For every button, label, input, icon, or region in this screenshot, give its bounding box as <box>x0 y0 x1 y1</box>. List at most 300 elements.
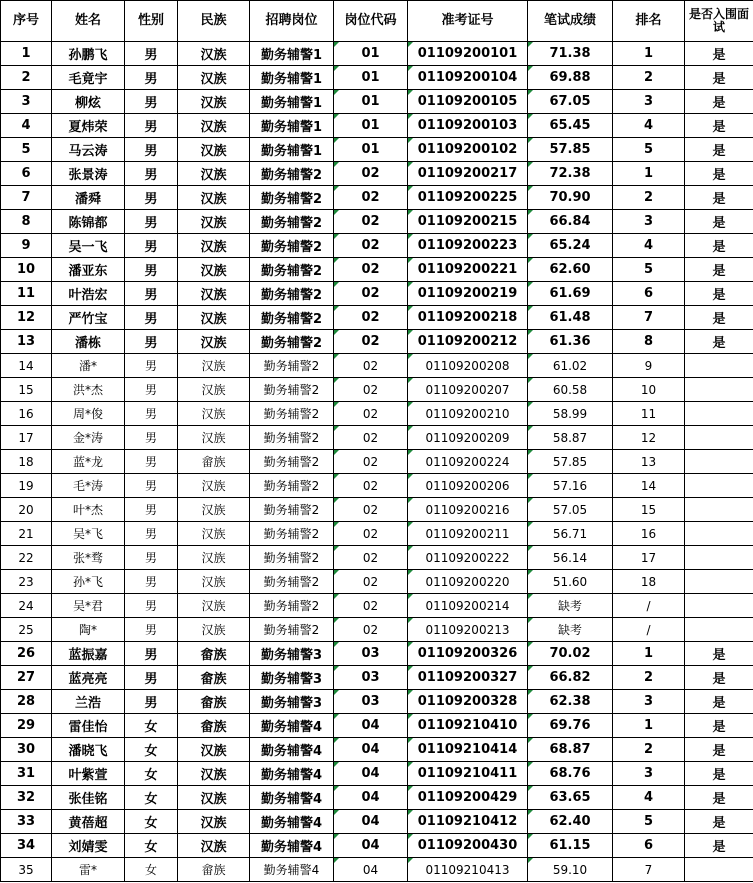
cell-exam-id: 01109200209 <box>408 426 528 450</box>
cell-ethnicity: 汉族 <box>178 66 250 90</box>
cell-position: 勤务辅警2 <box>250 594 334 618</box>
cell-score: 62.60 <box>528 258 613 282</box>
cell-score: 70.02 <box>528 642 613 666</box>
cell-gender: 男 <box>125 426 178 450</box>
cell-seq: 27 <box>1 666 52 690</box>
header-cell-score: 笔试成绩 <box>528 1 613 42</box>
cell-seq: 5 <box>1 138 52 162</box>
cell-exam-id: 01109200103 <box>408 114 528 138</box>
cell-score: 59.10 <box>528 858 613 882</box>
table-body <box>1 42 753 882</box>
cell-gender: 男 <box>125 570 178 594</box>
cell-exam-id: 01109200212 <box>408 330 528 354</box>
table-row <box>1 306 753 330</box>
cell-position-code: 02 <box>334 378 408 402</box>
cell-position-code: 03 <box>334 666 408 690</box>
cell-score: 57.85 <box>528 138 613 162</box>
cell-ethnicity: 汉族 <box>178 594 250 618</box>
cell-position: 勤务辅警4 <box>250 738 334 762</box>
cell-rank: 17 <box>613 546 685 570</box>
cell-interview: 是 <box>685 834 753 858</box>
cell-seq: 10 <box>1 258 52 282</box>
cell-ethnicity: 汉族 <box>178 786 250 810</box>
cell-position: 勤务辅警2 <box>250 234 334 258</box>
cell-name: 张佳铭 <box>52 786 125 810</box>
cell-seq: 1 <box>1 42 52 66</box>
cell-rank: 2 <box>613 738 685 762</box>
table-row <box>1 402 753 426</box>
cell-gender: 男 <box>125 90 178 114</box>
cell-position: 勤务辅警4 <box>250 834 334 858</box>
cell-position: 勤务辅警2 <box>250 354 334 378</box>
cell-rank: 12 <box>613 426 685 450</box>
cell-position-code: 01 <box>334 114 408 138</box>
cell-position: 勤务辅警1 <box>250 66 334 90</box>
cell-gender: 男 <box>125 594 178 618</box>
cell-interview <box>685 498 753 522</box>
cell-rank: 3 <box>613 210 685 234</box>
cell-interview: 是 <box>685 66 753 90</box>
cell-score: 缺考 <box>528 618 613 642</box>
cell-position-code: 02 <box>334 282 408 306</box>
cell-gender: 女 <box>125 834 178 858</box>
cell-score: 70.90 <box>528 186 613 210</box>
cell-score: 66.84 <box>528 210 613 234</box>
cell-seq: 26 <box>1 642 52 666</box>
cell-score: 68.76 <box>528 762 613 786</box>
cell-score: 63.65 <box>528 786 613 810</box>
cell-gender: 男 <box>125 282 178 306</box>
cell-position: 勤务辅警4 <box>250 714 334 738</box>
cell-exam-id: 01109200104 <box>408 66 528 90</box>
cell-rank: 15 <box>613 498 685 522</box>
cell-name: 张景涛 <box>52 162 125 186</box>
header-cell-exam-id: 准考证号 <box>408 1 528 42</box>
cell-position-code: 02 <box>334 546 408 570</box>
cell-name: 孙鹏飞 <box>52 42 125 66</box>
cell-rank: 10 <box>613 378 685 402</box>
table-row <box>1 114 753 138</box>
cell-score: 71.38 <box>528 42 613 66</box>
table-row <box>1 642 753 666</box>
cell-position-code: 02 <box>334 594 408 618</box>
cell-rank: 4 <box>613 114 685 138</box>
cell-interview: 是 <box>685 738 753 762</box>
cell-gender: 男 <box>125 330 178 354</box>
cell-exam-id: 01109200206 <box>408 474 528 498</box>
cell-position: 勤务辅警2 <box>250 306 334 330</box>
cell-ethnicity: 汉族 <box>178 282 250 306</box>
cell-name: 刘婧雯 <box>52 834 125 858</box>
cell-seq: 6 <box>1 162 52 186</box>
header-cell-interview: 是否入围面试 <box>685 1 753 42</box>
table-row <box>1 450 753 474</box>
cell-name: 叶*杰 <box>52 498 125 522</box>
cell-position-code: 02 <box>334 258 408 282</box>
cell-exam-id: 01109200326 <box>408 642 528 666</box>
cell-position: 勤务辅警1 <box>250 90 334 114</box>
cell-exam-id: 01109200327 <box>408 666 528 690</box>
cell-ethnicity: 汉族 <box>178 114 250 138</box>
cell-position: 勤务辅警2 <box>250 498 334 522</box>
cell-name: 兰浩 <box>52 690 125 714</box>
cell-position: 勤务辅警2 <box>250 186 334 210</box>
cell-rank: 13 <box>613 450 685 474</box>
cell-interview <box>685 594 753 618</box>
table-row <box>1 738 753 762</box>
cell-gender: 男 <box>125 114 178 138</box>
cell-interview <box>685 378 753 402</box>
table-row <box>1 330 753 354</box>
cell-score: 57.05 <box>528 498 613 522</box>
cell-score: 69.88 <box>528 66 613 90</box>
cell-score: 51.60 <box>528 570 613 594</box>
cell-ethnicity: 汉族 <box>178 90 250 114</box>
cell-exam-id: 01109200218 <box>408 306 528 330</box>
cell-score: 68.87 <box>528 738 613 762</box>
table-row <box>1 786 753 810</box>
cell-rank: 5 <box>613 810 685 834</box>
header-cell-rank: 排名 <box>613 1 685 42</box>
cell-position: 勤务辅警2 <box>250 258 334 282</box>
cell-rank: 1 <box>613 162 685 186</box>
table-row <box>1 666 753 690</box>
table-row <box>1 834 753 858</box>
cell-ethnicity: 畲族 <box>178 714 250 738</box>
cell-ethnicity: 畲族 <box>178 858 250 882</box>
cell-rank: 8 <box>613 330 685 354</box>
cell-ethnicity: 汉族 <box>178 138 250 162</box>
cell-seq: 29 <box>1 714 52 738</box>
cell-ethnicity: 畲族 <box>178 642 250 666</box>
cell-ethnicity: 汉族 <box>178 306 250 330</box>
cell-seq: 23 <box>1 570 52 594</box>
cell-ethnicity: 畲族 <box>178 666 250 690</box>
cell-position-code: 01 <box>334 66 408 90</box>
cell-position: 勤务辅警2 <box>250 282 334 306</box>
cell-score: 58.99 <box>528 402 613 426</box>
cell-position-code: 02 <box>334 498 408 522</box>
cell-exam-id: 01109210414 <box>408 738 528 762</box>
table-row <box>1 66 753 90</box>
cell-interview <box>685 426 753 450</box>
cell-exam-id: 01109200223 <box>408 234 528 258</box>
cell-ethnicity: 汉族 <box>178 618 250 642</box>
cell-gender: 男 <box>125 138 178 162</box>
cell-position: 勤务辅警1 <box>250 114 334 138</box>
cell-exam-id: 01109200211 <box>408 522 528 546</box>
cell-score: 61.69 <box>528 282 613 306</box>
cell-gender: 男 <box>125 42 178 66</box>
cell-position: 勤务辅警2 <box>250 426 334 450</box>
cell-interview: 是 <box>685 186 753 210</box>
cell-position-code: 04 <box>334 810 408 834</box>
cell-name: 潘* <box>52 354 125 378</box>
cell-name: 雷* <box>52 858 125 882</box>
header-row <box>1 1 753 42</box>
cell-position-code: 02 <box>334 450 408 474</box>
cell-ethnicity: 汉族 <box>178 570 250 594</box>
table-row <box>1 210 753 234</box>
cell-gender: 女 <box>125 858 178 882</box>
cell-score: 66.82 <box>528 666 613 690</box>
cell-position-code: 04 <box>334 786 408 810</box>
cell-position: 勤务辅警2 <box>250 618 334 642</box>
cell-position: 勤务辅警2 <box>250 570 334 594</box>
cell-name: 吴一飞 <box>52 234 125 258</box>
cell-rank: 6 <box>613 282 685 306</box>
cell-position-code: 04 <box>334 762 408 786</box>
cell-interview: 是 <box>685 210 753 234</box>
cell-position-code: 02 <box>334 402 408 426</box>
table-row <box>1 258 753 282</box>
cell-rank: / <box>613 618 685 642</box>
cell-interview <box>685 474 753 498</box>
cell-position: 勤务辅警2 <box>250 162 334 186</box>
cell-rank: 7 <box>613 306 685 330</box>
cell-ethnicity: 汉族 <box>178 210 250 234</box>
cell-position-code: 02 <box>334 186 408 210</box>
header-cell-seq: 序号 <box>1 1 52 42</box>
cell-seq: 15 <box>1 378 52 402</box>
cell-interview: 是 <box>685 282 753 306</box>
cell-seq: 35 <box>1 858 52 882</box>
table-row <box>1 354 753 378</box>
cell-position-code: 02 <box>334 330 408 354</box>
cell-name: 雷佳怡 <box>52 714 125 738</box>
cell-interview <box>685 858 753 882</box>
cell-rank: / <box>613 594 685 618</box>
cell-position-code: 01 <box>334 90 408 114</box>
cell-gender: 男 <box>125 450 178 474</box>
table-row <box>1 90 753 114</box>
cell-ethnicity: 汉族 <box>178 258 250 282</box>
cell-name: 蓝亮亮 <box>52 666 125 690</box>
header-cell-gender: 性别 <box>125 1 178 42</box>
cell-interview <box>685 546 753 570</box>
cell-ethnicity: 汉族 <box>178 354 250 378</box>
cell-interview: 是 <box>685 714 753 738</box>
cell-score: 58.87 <box>528 426 613 450</box>
cell-position-code: 03 <box>334 690 408 714</box>
cell-score: 62.38 <box>528 690 613 714</box>
cell-score: 56.14 <box>528 546 613 570</box>
cell-interview <box>685 522 753 546</box>
cell-ethnicity: 汉族 <box>178 426 250 450</box>
cell-seq: 20 <box>1 498 52 522</box>
table-row <box>1 378 753 402</box>
cell-score: 65.45 <box>528 114 613 138</box>
cell-exam-id: 01109200429 <box>408 786 528 810</box>
cell-score: 缺考 <box>528 594 613 618</box>
cell-seq: 9 <box>1 234 52 258</box>
cell-position-code: 02 <box>334 474 408 498</box>
cell-seq: 22 <box>1 546 52 570</box>
cell-rank: 5 <box>613 138 685 162</box>
cell-name: 叶紫萱 <box>52 762 125 786</box>
cell-gender: 男 <box>125 474 178 498</box>
cell-interview: 是 <box>685 306 753 330</box>
cell-interview <box>685 570 753 594</box>
cell-gender: 男 <box>125 642 178 666</box>
cell-gender: 男 <box>125 522 178 546</box>
table-row <box>1 234 753 258</box>
cell-position: 勤务辅警2 <box>250 378 334 402</box>
cell-ethnicity: 汉族 <box>178 738 250 762</box>
cell-position: 勤务辅警2 <box>250 330 334 354</box>
cell-score: 65.24 <box>528 234 613 258</box>
cell-name: 马云涛 <box>52 138 125 162</box>
cell-gender: 女 <box>125 786 178 810</box>
cell-name: 吴*飞 <box>52 522 125 546</box>
cell-seq: 21 <box>1 522 52 546</box>
cell-exam-id: 01109200225 <box>408 186 528 210</box>
cell-exam-id: 01109200222 <box>408 546 528 570</box>
cell-exam-id: 01109200214 <box>408 594 528 618</box>
cell-position: 勤务辅警2 <box>250 402 334 426</box>
cell-ethnicity: 汉族 <box>178 402 250 426</box>
cell-position-code: 02 <box>334 426 408 450</box>
cell-name: 潘舜 <box>52 186 125 210</box>
cell-seq: 13 <box>1 330 52 354</box>
cell-seq: 25 <box>1 618 52 642</box>
cell-exam-id: 01109200221 <box>408 258 528 282</box>
cell-gender: 男 <box>125 378 178 402</box>
cell-exam-id: 01109210410 <box>408 714 528 738</box>
cell-interview: 是 <box>685 762 753 786</box>
cell-rank: 6 <box>613 834 685 858</box>
cell-name: 蓝*龙 <box>52 450 125 474</box>
cell-interview <box>685 402 753 426</box>
cell-exam-id: 01109200215 <box>408 210 528 234</box>
cell-position: 勤务辅警4 <box>250 786 334 810</box>
cell-name: 柳炫 <box>52 90 125 114</box>
cell-exam-id: 01109210412 <box>408 810 528 834</box>
cell-seq: 12 <box>1 306 52 330</box>
cell-rank: 7 <box>613 858 685 882</box>
header-cell-ethnicity: 民族 <box>178 1 250 42</box>
cell-rank: 14 <box>613 474 685 498</box>
cell-name: 潘栋 <box>52 330 125 354</box>
cell-gender: 女 <box>125 762 178 786</box>
cell-exam-id: 01109200207 <box>408 378 528 402</box>
cell-name: 严竹宝 <box>52 306 125 330</box>
cell-interview: 是 <box>685 642 753 666</box>
cell-name: 陈锦都 <box>52 210 125 234</box>
cell-exam-id: 01109210411 <box>408 762 528 786</box>
cell-interview: 是 <box>685 258 753 282</box>
cell-gender: 女 <box>125 714 178 738</box>
cell-rank: 2 <box>613 666 685 690</box>
cell-score: 57.16 <box>528 474 613 498</box>
cell-name: 金*涛 <box>52 426 125 450</box>
cell-position: 勤务辅警2 <box>250 522 334 546</box>
cell-position: 勤务辅警2 <box>250 450 334 474</box>
cell-score: 56.71 <box>528 522 613 546</box>
cell-name: 潘晓飞 <box>52 738 125 762</box>
cell-exam-id: 01109200219 <box>408 282 528 306</box>
cell-name: 吴*君 <box>52 594 125 618</box>
cell-name: 夏炜荣 <box>52 114 125 138</box>
cell-gender: 男 <box>125 186 178 210</box>
cell-position: 勤务辅警3 <box>250 666 334 690</box>
cell-exam-id: 01109200101 <box>408 42 528 66</box>
cell-position-code: 02 <box>334 618 408 642</box>
table-row <box>1 690 753 714</box>
cell-interview: 是 <box>685 114 753 138</box>
cell-gender: 男 <box>125 234 178 258</box>
cell-seq: 11 <box>1 282 52 306</box>
cell-rank: 5 <box>613 258 685 282</box>
table-row <box>1 498 753 522</box>
cell-name: 周*俊 <box>52 402 125 426</box>
cell-score: 61.02 <box>528 354 613 378</box>
cell-gender: 女 <box>125 738 178 762</box>
cell-exam-id: 01109200208 <box>408 354 528 378</box>
cell-rank: 2 <box>613 186 685 210</box>
cell-rank: 2 <box>613 66 685 90</box>
cell-ethnicity: 汉族 <box>178 162 250 186</box>
cell-position: 勤务辅警1 <box>250 42 334 66</box>
cell-interview: 是 <box>685 666 753 690</box>
cell-interview: 是 <box>685 42 753 66</box>
cell-name: 潘亚东 <box>52 258 125 282</box>
cell-seq: 32 <box>1 786 52 810</box>
cell-ethnicity: 汉族 <box>178 234 250 258</box>
cell-ethnicity: 汉族 <box>178 378 250 402</box>
cell-exam-id: 01109200328 <box>408 690 528 714</box>
cell-exam-id: 01109200216 <box>408 498 528 522</box>
table-row <box>1 138 753 162</box>
cell-position-code: 04 <box>334 834 408 858</box>
cell-ethnicity: 汉族 <box>178 186 250 210</box>
cell-seq: 34 <box>1 834 52 858</box>
cell-position-code: 02 <box>334 162 408 186</box>
table-row <box>1 858 753 882</box>
cell-rank: 4 <box>613 234 685 258</box>
cell-gender: 男 <box>125 498 178 522</box>
cell-position-code: 02 <box>334 354 408 378</box>
cell-interview: 是 <box>685 330 753 354</box>
cell-seq: 19 <box>1 474 52 498</box>
cell-exam-id: 01109200220 <box>408 570 528 594</box>
cell-position: 勤务辅警1 <box>250 138 334 162</box>
cell-exam-id: 01109200224 <box>408 450 528 474</box>
table-row <box>1 522 753 546</box>
cell-ethnicity: 汉族 <box>178 42 250 66</box>
cell-seq: 33 <box>1 810 52 834</box>
cell-interview <box>685 618 753 642</box>
cell-position: 勤务辅警3 <box>250 642 334 666</box>
cell-position: 勤务辅警4 <box>250 762 334 786</box>
cell-score: 61.48 <box>528 306 613 330</box>
cell-position-code: 03 <box>334 642 408 666</box>
cell-gender: 男 <box>125 258 178 282</box>
cell-name: 洪*杰 <box>52 378 125 402</box>
cell-name: 黄蓓超 <box>52 810 125 834</box>
cell-exam-id: 01109210413 <box>408 858 528 882</box>
table-row <box>1 282 753 306</box>
cell-gender: 男 <box>125 402 178 426</box>
cell-seq: 31 <box>1 762 52 786</box>
cell-score: 62.40 <box>528 810 613 834</box>
cell-position-code: 04 <box>334 858 408 882</box>
table-row <box>1 162 753 186</box>
cell-seq: 24 <box>1 594 52 618</box>
cell-rank: 1 <box>613 714 685 738</box>
header-cell-name: 姓名 <box>52 1 125 42</box>
cell-exam-id: 01109200105 <box>408 90 528 114</box>
